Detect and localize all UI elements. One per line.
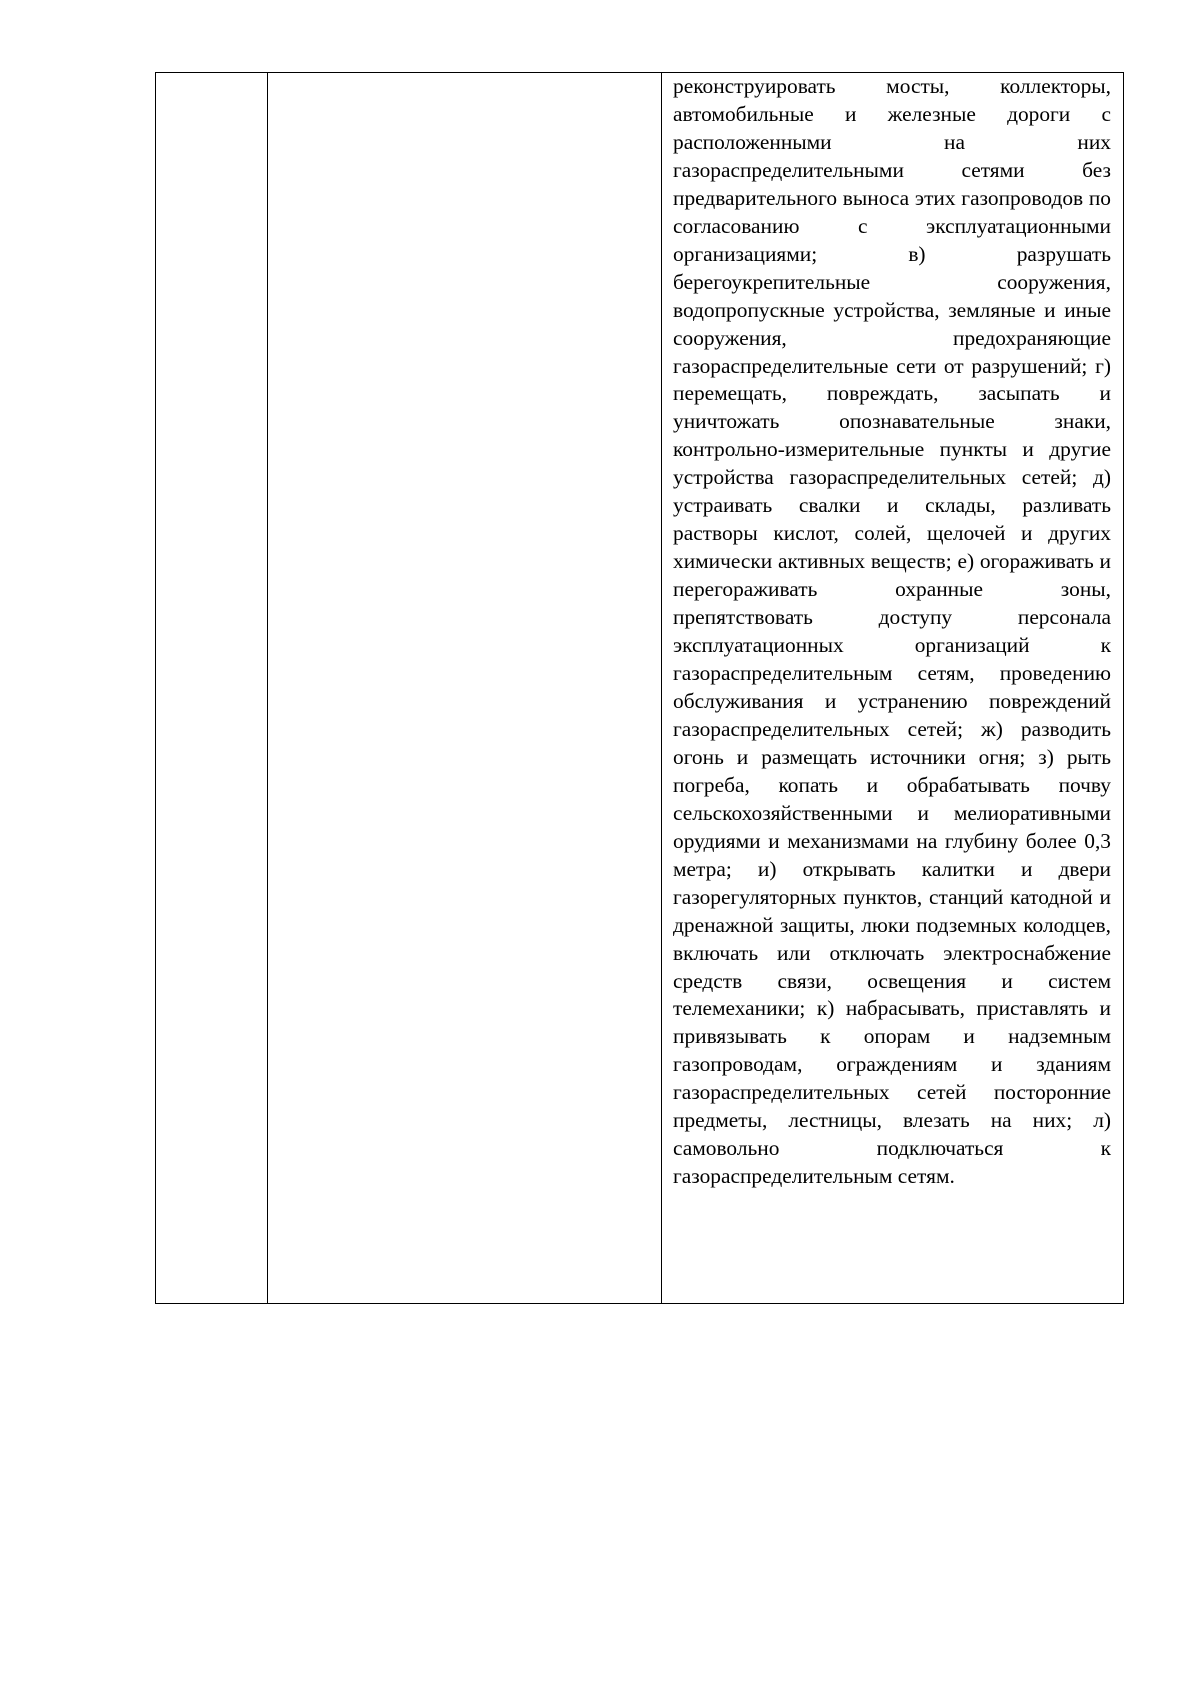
document-table — [155, 72, 1124, 1304]
cell-col3-text: реконструировать мосты, коллекторы, автомобильные и железные дороги с расположенными на них газораспределительными сетями без предварительного выноса этих газопроводов по согласованию с эксплуатационными организациями; в) разрушать берегоукрепительные сооружения, водопропускные устройства, земляные и иные сооружения, предохраняющие газораспределительные сети от разрушений; г) перемещать, повреждать, засыпать и уничтожать опознавательные знаки, контрольно-измерительные пункты и другие устройства газораспределительных сетей; д) устраивать свалки и склады, разливать растворы кислот, солей, щелочей и других химически активных веществ; е) огораживать и перегораживать охранные зоны, препятствовать доступу персонала эксплуатационных организаций к газораспределительным сетям, проведению обслуживания и устранению повреждений газораспределительных сетей; ж) разводить огонь и размещать источники огня; з) рыть погреба, копать и обрабатывать почву сельскохозяйственными и мелиоративными орудиями и механизмами на глубину более 0,3 метра; и) открывать калитки и двери газорегуляторных пунктов, станций катодной и дренажной защиты, люки подземных колодцев, включать или отключать электроснабжение средств связи, освещения и систем телемеханики; к) набрасывать, приставлять и привязывать к опорам и надземным газопроводам, ограждениям и зданиям газораспределительных сетей посторонние предметы, лестницы, влезать на них; л) самовольно подключаться к газораспределительным сетям. — [673, 74, 1111, 1189]
table-cell-col1 — [156, 73, 268, 1303]
table-cell-col2 — [268, 73, 662, 1303]
table-cell-col3 — [662, 73, 1123, 1303]
